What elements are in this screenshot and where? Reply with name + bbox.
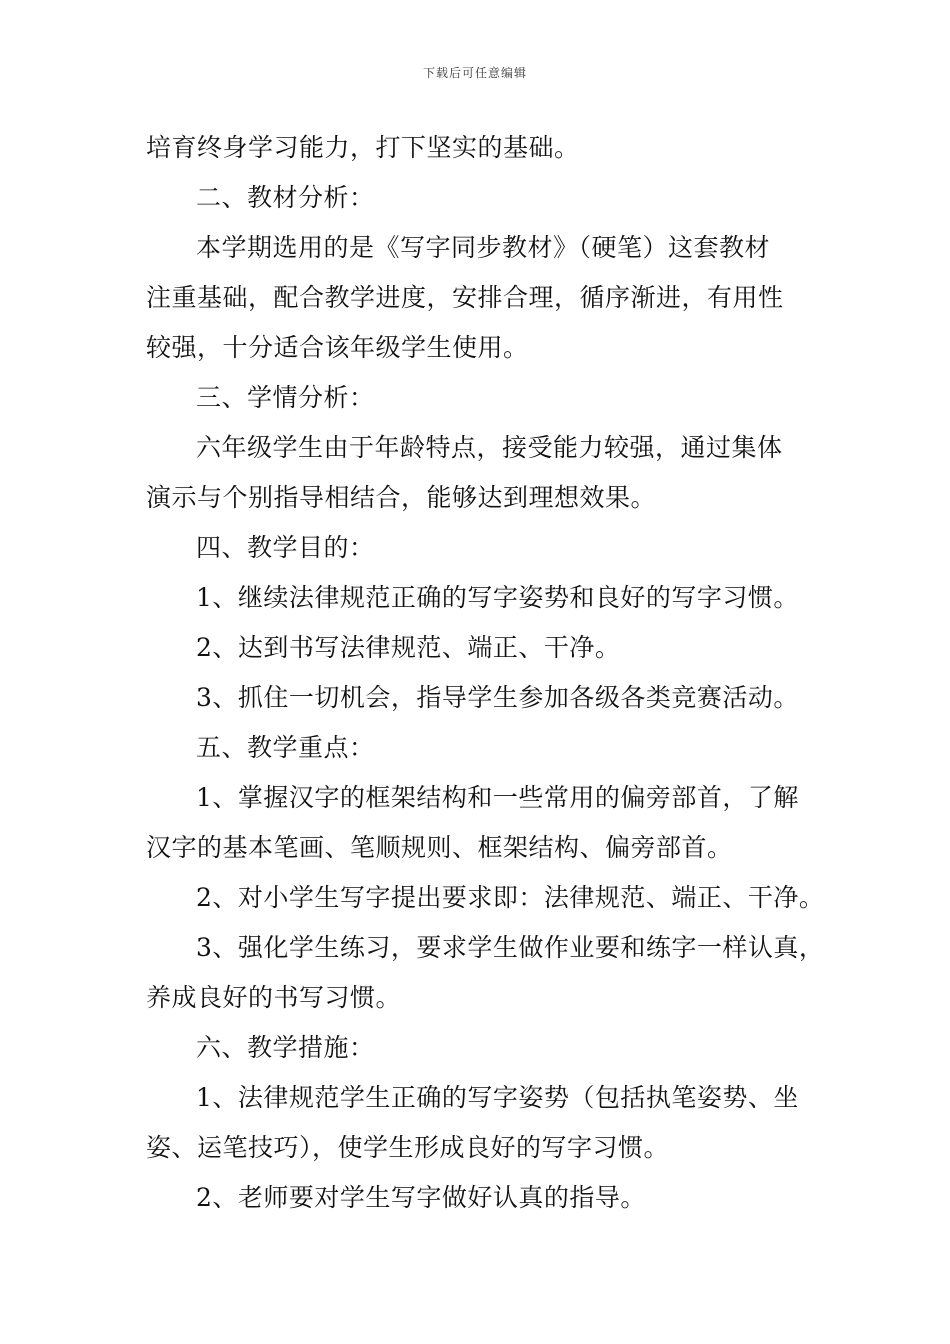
section-heading-goals: 四、教学目的： xyxy=(196,533,375,562)
text-line: 养成良好的书写习惯。 xyxy=(146,983,402,1012)
section-heading-students: 三、学情分析： xyxy=(196,383,375,412)
list-item: 2、对小学生写字提出要求即：法律规范、端正、干净。 xyxy=(196,883,825,912)
section-heading-focus: 五、教学重点： xyxy=(196,733,375,762)
text-line: 培育终身学习能力，打下坚实的基础。 xyxy=(146,133,580,162)
text-line: 本学期选用的是《写字同步教材》（硬笔）这套教材 xyxy=(196,233,771,262)
list-item: 3、抓住一切机会，指导学生参加各级各类竞赛活动。 xyxy=(196,683,799,712)
text-line: 六年级学生由于年龄特点，接受能力较强，通过集体 xyxy=(196,433,783,462)
text-line: 演示与个别指导相结合，能够达到理想效果。 xyxy=(146,483,657,512)
list-item: 1、继续法律规范正确的写字姿势和良好的写字习惯。 xyxy=(196,583,799,612)
section-heading-materials: 二、教材分析： xyxy=(196,183,375,212)
list-item: 2、老师要对学生写字做好认真的指导。 xyxy=(196,1183,646,1212)
page-header: 下载后可任意编辑 xyxy=(422,66,527,80)
text-line: 汉字的基本笔画、笔顺规则、框架结构、偏旁部首。 xyxy=(146,833,733,862)
section-heading-measures: 六、教学措施： xyxy=(196,1033,375,1062)
document-body xyxy=(146,128,826,1228)
text-line: 注重基础，配合教学进度，安排合理，循序渐进，有用性 xyxy=(146,283,784,312)
list-item: 1、掌握汉字的框架结构和一些常用的偏旁部首，了解 xyxy=(196,783,799,812)
list-item: 1、法律规范学生正确的写字姿势（包括执笔姿势、坐 xyxy=(196,1083,799,1112)
text-line: 姿、运笔技巧），使学生形成良好的写字习惯。 xyxy=(146,1133,670,1162)
list-item: 2、达到书写法律规范、端正、干净。 xyxy=(196,633,621,662)
list-item: 3、强化学生练习，要求学生做作业要和练字一样认真， xyxy=(196,933,825,962)
text-line: 较强，十分适合该年级学生使用。 xyxy=(146,333,529,362)
